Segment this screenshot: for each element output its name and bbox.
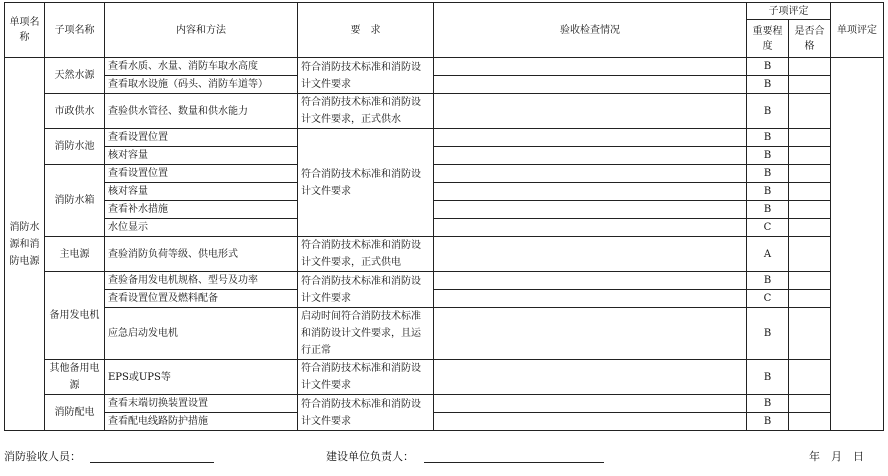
acceptance-table: [4, 2, 884, 431]
content-cell: 水位显示: [105, 219, 298, 237]
grade-cell: B: [747, 165, 789, 183]
inspection-cell[interactable]: [434, 201, 747, 219]
requirement-cell: 符合消防技术标准和消防设计文件要求: [298, 58, 434, 94]
pass-cell[interactable]: [789, 237, 831, 272]
grade-cell: B: [747, 360, 789, 395]
group-name: 主电源: [45, 237, 105, 272]
grade-cell: B: [747, 94, 789, 129]
pass-cell[interactable]: [789, 219, 831, 237]
grade-cell: C: [747, 219, 789, 237]
inspection-cell[interactable]: [434, 94, 747, 129]
pass-cell[interactable]: [789, 129, 831, 147]
content-cell: 查看配电线路防护措施: [105, 413, 298, 431]
content-cell: 查看设置位置: [105, 165, 298, 183]
requirement-cell: 符合消防技术标准和消防设计文件要求，正式供电: [298, 237, 434, 272]
grade-cell: B: [747, 147, 789, 165]
header-content: 内容和方法: [105, 3, 298, 58]
builder-label: 建设单位负责人：: [326, 450, 414, 463]
grade-cell: B: [747, 183, 789, 201]
builder-signature-line[interactable]: [424, 462, 604, 463]
group-name: 备用发电机: [45, 272, 105, 360]
group-name: 市政供水: [45, 94, 105, 129]
grade-cell: C: [747, 290, 789, 308]
inspection-cell[interactable]: [434, 272, 747, 290]
pass-cell[interactable]: [789, 76, 831, 94]
inspection-cell[interactable]: [434, 147, 747, 165]
inspection-cell[interactable]: [434, 308, 747, 360]
header-importance: 重要程度: [747, 20, 789, 58]
group-name: 天然水源: [45, 58, 105, 94]
inspection-cell[interactable]: [434, 165, 747, 183]
grade-cell: B: [747, 395, 789, 413]
pass-cell[interactable]: [789, 290, 831, 308]
group-name: 消防水箱: [45, 165, 105, 237]
pass-cell[interactable]: [789, 94, 831, 129]
category-cell: 消防水源和消防电源: [5, 58, 45, 431]
grade-cell: A: [747, 237, 789, 272]
grade-cell: B: [747, 272, 789, 290]
grade-cell: B: [747, 413, 789, 431]
group-name: 其他备用电源: [45, 360, 105, 395]
header-unit-name: 单项名称: [5, 3, 45, 58]
grade-cell: B: [747, 201, 789, 219]
inspection-cell[interactable]: [434, 395, 747, 413]
requirement-cell: 符合消防技术标准和消防设计文件要求，正式供水: [298, 94, 434, 129]
pass-cell[interactable]: [789, 360, 831, 395]
date-label: 年 月 日: [809, 450, 864, 463]
content-cell: 查看末端切换装置设置: [105, 395, 298, 413]
inspection-cell[interactable]: [434, 360, 747, 395]
pass-cell[interactable]: [789, 183, 831, 201]
requirement-cell: 符合消防技术标准和消防设计文件要求: [298, 272, 434, 308]
content-cell: 查验备用发电机规格、型号及功率: [105, 272, 298, 290]
signature-footer: [4, 448, 883, 464]
grade-cell: B: [747, 58, 789, 76]
requirement-cell: 符合消防技术标准和消防设计文件要求: [298, 360, 434, 395]
header-unit-eval: 单项评定: [831, 3, 884, 58]
content-cell: 查看设置位置: [105, 129, 298, 147]
header-sub-name: 子项名称: [45, 3, 105, 58]
inspection-cell[interactable]: [434, 237, 747, 272]
content-cell: 应急启动发电机: [105, 308, 298, 360]
content-cell: 查看设置位置及燃料配备: [105, 290, 298, 308]
inspector-signature-line[interactable]: [90, 462, 214, 463]
inspection-cell[interactable]: [434, 290, 747, 308]
group-name: 消防配电: [45, 395, 105, 431]
pass-cell[interactable]: [789, 272, 831, 290]
inspection-cell[interactable]: [434, 76, 747, 94]
pass-cell[interactable]: [789, 165, 831, 183]
pass-cell[interactable]: [789, 201, 831, 219]
inspector-label: 消防验收人员：: [4, 450, 81, 463]
content-cell: 查看水质、水量、消防车取水高度: [105, 58, 298, 76]
header-requirement: 要 求: [298, 3, 434, 58]
inspection-cell[interactable]: [434, 129, 747, 147]
header-pass: 是否合格: [789, 20, 831, 58]
grade-cell: B: [747, 129, 789, 147]
pass-cell[interactable]: [789, 395, 831, 413]
inspection-cell[interactable]: [434, 183, 747, 201]
content-cell: EPS或UPS等: [105, 360, 298, 395]
header-inspection: 验收检查情况: [434, 3, 747, 58]
inspection-cell[interactable]: [434, 413, 747, 431]
content-cell: 核对容量: [105, 183, 298, 201]
content-cell: 查看取水设施（码头、消防车道等）: [105, 76, 298, 94]
pass-cell[interactable]: [789, 413, 831, 431]
unit-eval-cell[interactable]: [831, 58, 884, 431]
header-sub-eval: 子项评定: [747, 3, 831, 20]
pass-cell[interactable]: [789, 58, 831, 76]
inspection-cell[interactable]: [434, 219, 747, 237]
content-cell: 查看补水措施: [105, 201, 298, 219]
requirement-cell: 启动时间符合消防技术标准和消防设计文件要求，且运行正常: [298, 308, 434, 360]
content-cell: 核对容量: [105, 147, 298, 165]
content-cell: 查验消防负荷等级、供电形式: [105, 237, 298, 272]
requirement-cell: 符合消防技术标准和消防设计文件要求: [298, 395, 434, 431]
content-cell: 查验供水管径、数量和供水能力: [105, 94, 298, 129]
grade-cell: B: [747, 308, 789, 360]
group-name: 消防水池: [45, 129, 105, 165]
inspection-cell[interactable]: [434, 58, 747, 76]
pass-cell[interactable]: [789, 147, 831, 165]
requirement-cell: 符合消防技术标准和消防设计文件要求: [298, 129, 434, 237]
pass-cell[interactable]: [789, 308, 831, 360]
grade-cell: B: [747, 76, 789, 94]
